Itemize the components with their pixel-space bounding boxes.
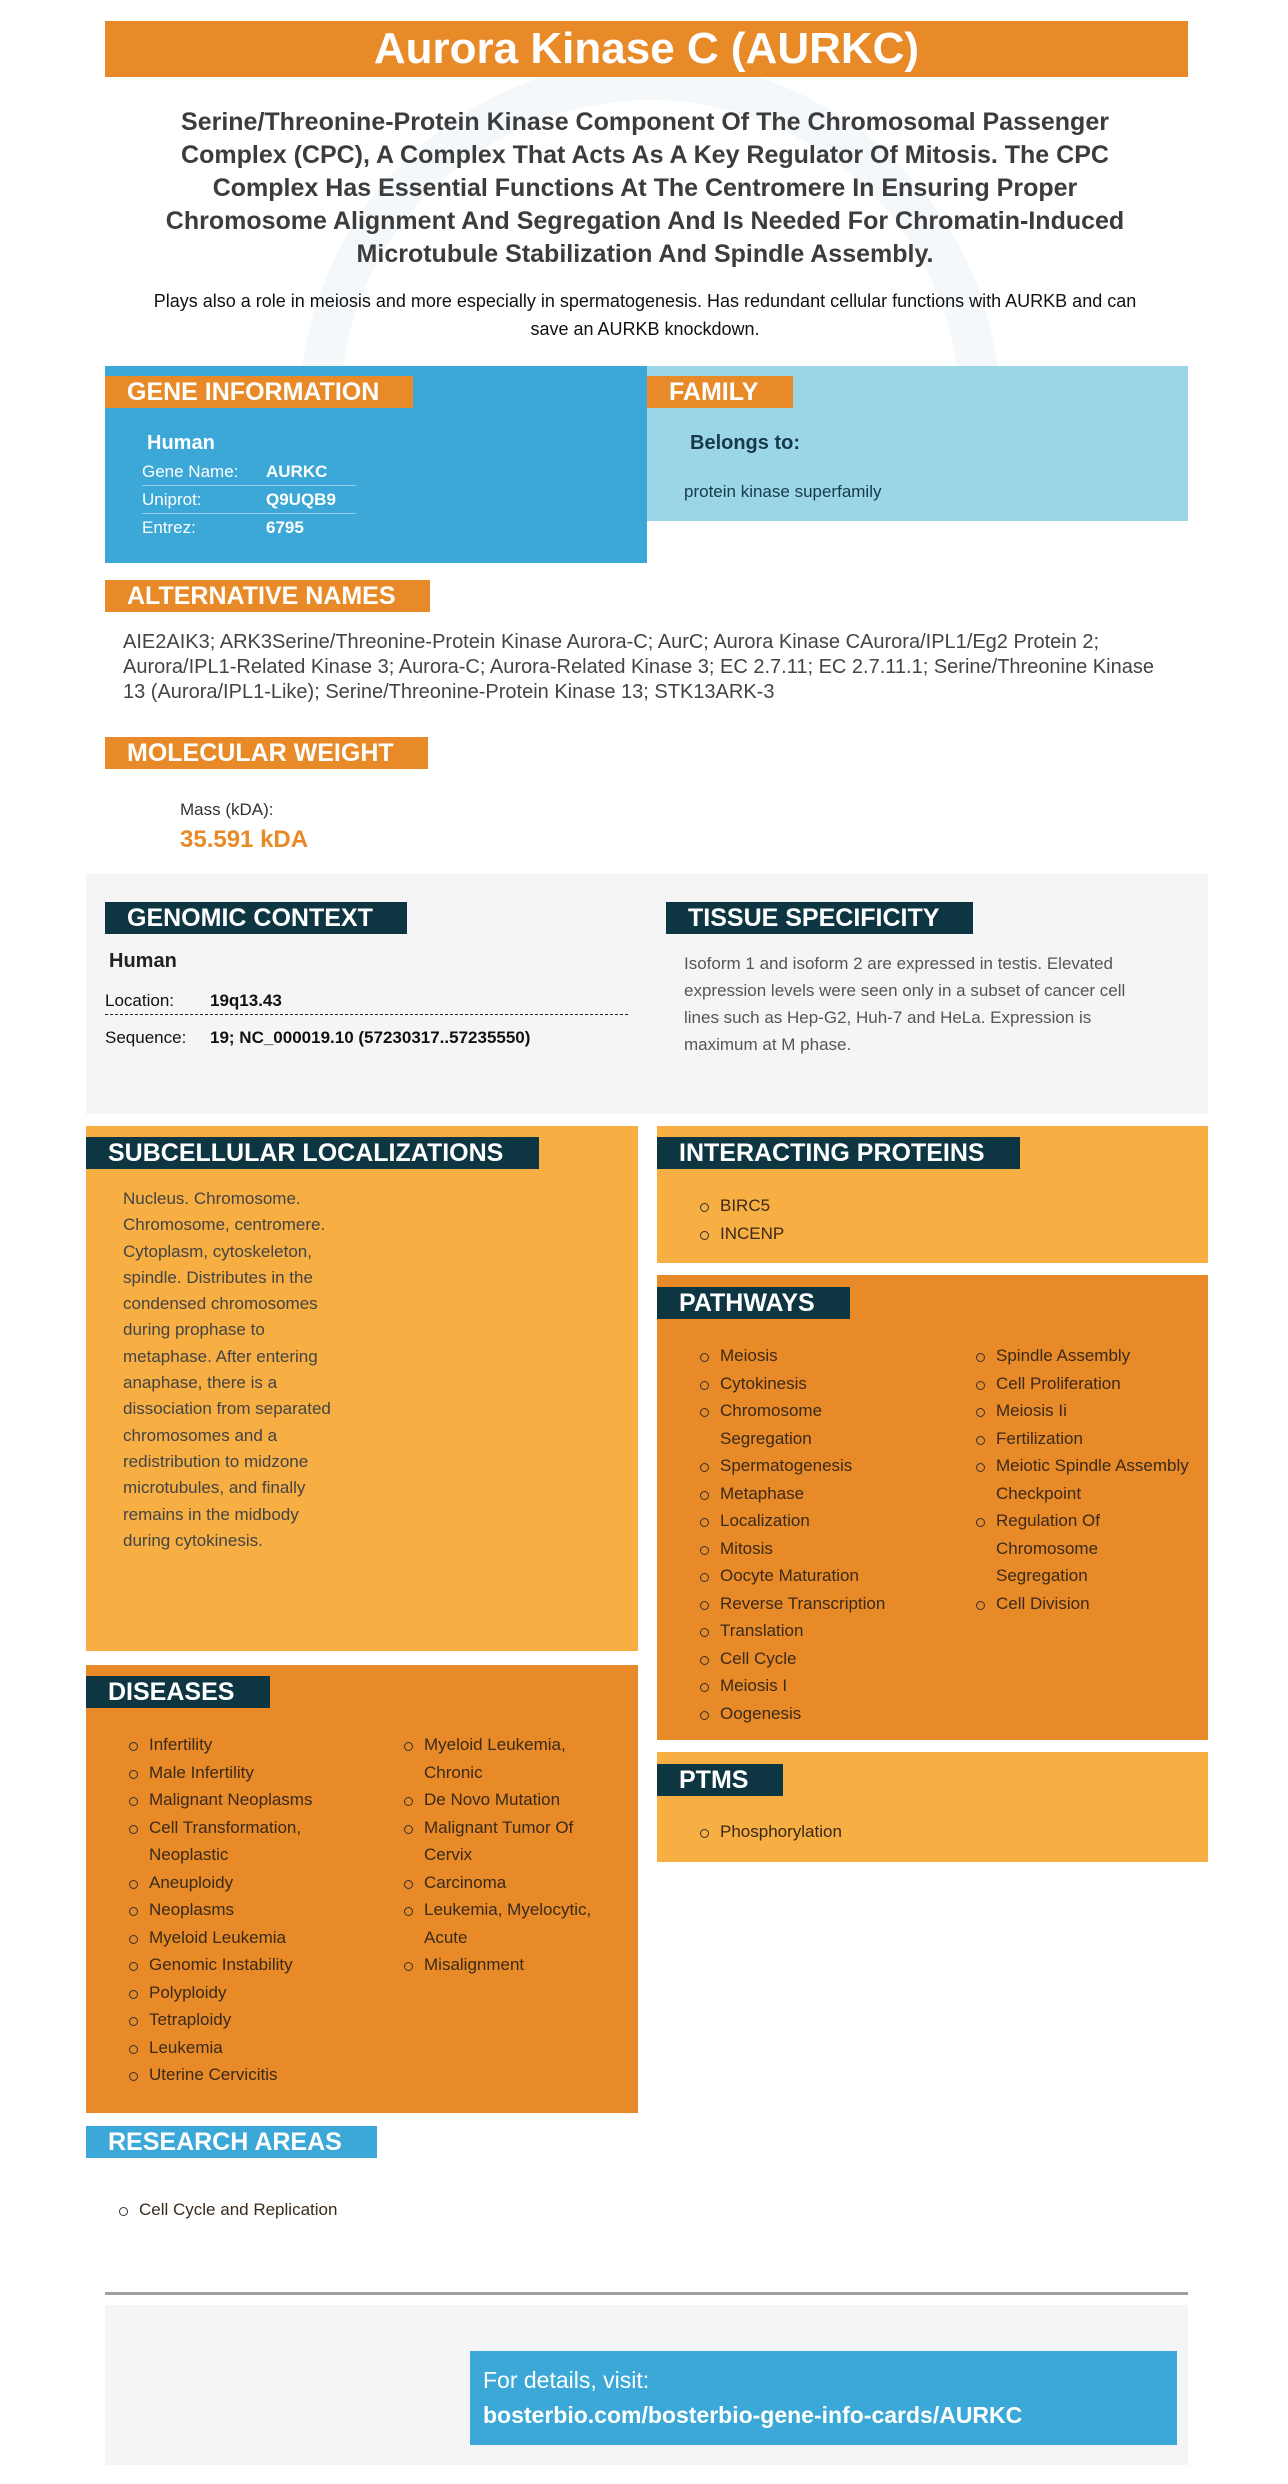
diseases-heading: DISEASES	[86, 1676, 270, 1708]
list-item: Malignant Neoplasms	[125, 1786, 380, 1814]
list-item: Cell Division	[972, 1590, 1197, 1618]
list-item: Meiosis Ii	[972, 1397, 1197, 1425]
list-item: Cell Cycle	[696, 1645, 956, 1673]
list-item: Uterine Cervicitis	[125, 2061, 380, 2089]
diseases-list-col2	[400, 1731, 610, 1979]
sequence-value: 19; NC_000019.10 (57230317..57235550)	[210, 1028, 531, 1047]
pathways-heading: PATHWAYS	[657, 1287, 850, 1319]
genomic-context-heading: GENOMIC CONTEXT	[105, 902, 407, 934]
subcellular-localizations-heading: SUBCELLULAR LOCALIZATIONS	[86, 1137, 539, 1169]
list-item: Genomic Instability	[125, 1951, 380, 1979]
list-item: Mitosis	[696, 1535, 956, 1563]
interacting-proteins-heading: INTERACTING PROTEINS	[657, 1137, 1020, 1169]
list-item: Cell Proliferation	[972, 1370, 1197, 1398]
uniprot-value: Q9UQB9	[266, 490, 336, 509]
function-text: Plays also a role in meiosis and more especially in spermatogenesis. Has redundant cellular functions with AURKB and can save an AURKB knockdown.	[153, 291, 1137, 339]
list-item: Cytokinesis	[696, 1370, 956, 1398]
list-item: Infertility	[125, 1731, 380, 1759]
list-item: Oogenesis	[696, 1700, 956, 1728]
location-value: 19q13.43	[210, 991, 282, 1010]
list-item: Leukemia, Myelocytic, Acute	[400, 1896, 605, 1951]
list-item: Chromosome Segregation	[696, 1397, 871, 1452]
list-item: Oocyte Maturation	[696, 1562, 956, 1590]
genomic-species: Human	[109, 950, 177, 972]
family-heading: FAMILY	[647, 376, 793, 408]
list-item: Spermatogenesis	[696, 1452, 956, 1480]
list-item: Polyploidy	[125, 1979, 380, 2007]
protein-summary: Serine/Threonine-Protein Kinase Component Of The Chromosomal Passenger Complex (CPC), A Complex That Acts As A Key Regulator Of Mitosis. The CPC Complex Has Essential Functions At The Centromere In Ensuring Proper Chromosome Alignment And Segregation And Is Needed For Chromatin-Induced Microtubule Stabilization And Spindle Assembly.	[165, 108, 1125, 268]
sequence-label: Sequence:	[105, 1028, 187, 1047]
list-item: Meiosis I	[696, 1672, 956, 1700]
subcellular-text: Nucleus. Chromosome. Chromosome, centromere. Cytoplasm, cytoskeleton, spindle. Distributes in the condensed chromosomes during prophase to metaphase. After entering anaphase, there is a dissociation from separated chromosomes and a redistribution to midzone microtubules, and finally remains in the midbody during cytokinesis.	[123, 1189, 331, 1550]
ptms-heading: PTMS	[657, 1764, 783, 1796]
mass-label: Mass (kDA):	[180, 800, 274, 819]
sequence-row	[105, 1024, 628, 1052]
gene-information-heading: GENE INFORMATION	[105, 376, 413, 408]
list-item: Phosphorylation	[696, 1818, 1176, 1846]
footer-divider	[105, 2292, 1188, 2295]
list-item: Spindle Assembly	[972, 1342, 1197, 1370]
ptms-list	[696, 1818, 1176, 1846]
gene-name-value: AURKC	[266, 462, 328, 481]
research-areas-list	[115, 2196, 615, 2224]
gene-name-label: Gene Name:	[142, 462, 239, 481]
tissue-specificity-text: Isoform 1 and isoform 2 are expressed in testis. Elevated expression levels were seen only in a subset of cancer cell lines such as Hep-G2, Huh-7 and HeLa. Expression is maximum at M phase.	[684, 954, 1126, 1054]
interacting-proteins-list	[696, 1192, 1176, 1247]
uniprot-row	[142, 486, 356, 514]
mass-value: 35.591 kDA	[180, 826, 309, 853]
entrez-row	[142, 514, 356, 542]
list-item: Misalignment	[400, 1951, 610, 1979]
gene-species: Human	[147, 432, 215, 454]
list-item: Tetraploidy	[125, 2006, 380, 2034]
list-item: Translation	[696, 1617, 956, 1645]
list-item: Malignant Tumor Of Cervix	[400, 1814, 605, 1869]
list-item: Male Infertility	[125, 1759, 380, 1787]
list-item: Meiosis	[696, 1342, 956, 1370]
uniprot-label: Uniprot:	[142, 490, 202, 509]
list-item: INCENP	[696, 1220, 1176, 1248]
entrez-value: 6795	[266, 518, 304, 537]
list-item: Fertilization	[972, 1425, 1197, 1453]
alternative-names-text: AIE2AIK3; ARK3Serine/Threonine-Protein Kinase Aurora-C; AurC; Aurora Kinase CAurora/IPL1/Eg2 Protein 2; Aurora/IPL1-Related Kinase 3; Aurora-C; Aurora-Related Kinase 3; EC 2.7.11; EC 2.7.11.1; Serine/Threonine Kinase 13 (Aurora/IPL1-Like); Serine/Threonine-Protein Kinase 13; STK13ARK-3	[123, 631, 1154, 703]
list-item: Reverse Transcription	[696, 1590, 956, 1618]
alternative-names-heading: ALTERNATIVE NAMES	[105, 580, 430, 612]
page-title: Aurora Kinase C (AURKC)	[105, 21, 1188, 77]
belongs-to-label: Belongs to:	[690, 432, 800, 454]
family-value: protein kinase superfamily	[684, 482, 882, 501]
list-item: Metaphase	[696, 1480, 956, 1508]
list-item: Aneuploidy	[125, 1869, 380, 1897]
list-item: Meiotic Spindle Assembly Checkpoint	[972, 1452, 1197, 1507]
details-link-box[interactable]	[470, 2351, 1177, 2445]
list-item: Localization	[696, 1507, 956, 1535]
gene-name-row	[142, 458, 356, 486]
pathways-list-col2	[972, 1342, 1197, 1617]
molecular-weight-heading: MOLECULAR WEIGHT	[105, 737, 428, 769]
list-item: Neoplasms	[125, 1896, 380, 1924]
list-item: Cell Transformation, Neoplastic	[125, 1814, 345, 1869]
tissue-specificity-heading: TISSUE SPECIFICITY	[666, 902, 973, 934]
list-item: Carcinoma	[400, 1869, 610, 1897]
list-item: De Novo Mutation	[400, 1786, 610, 1814]
research-areas-heading: RESEARCH AREAS	[86, 2126, 377, 2158]
entrez-label: Entrez:	[142, 518, 196, 537]
list-item: Cell Cycle and Replication	[115, 2196, 615, 2224]
list-item: Myeloid Leukemia, Chronic	[400, 1731, 590, 1786]
list-item: Regulation Of Chromosome Segregation	[972, 1507, 1112, 1590]
visit-label: For details, visit:	[483, 2367, 650, 2393]
list-item: BIRC5	[696, 1192, 1176, 1220]
location-row	[105, 987, 628, 1015]
location-label: Location:	[105, 991, 174, 1010]
pathways-list-col1	[696, 1342, 956, 1727]
list-item: Leukemia	[125, 2034, 380, 2062]
list-item: Myeloid Leukemia	[125, 1924, 380, 1952]
details-url-link[interactable]: bosterbio.com/bosterbio-gene-info-cards/AURKC	[483, 2402, 1023, 2428]
diseases-list-col1	[125, 1731, 380, 2089]
